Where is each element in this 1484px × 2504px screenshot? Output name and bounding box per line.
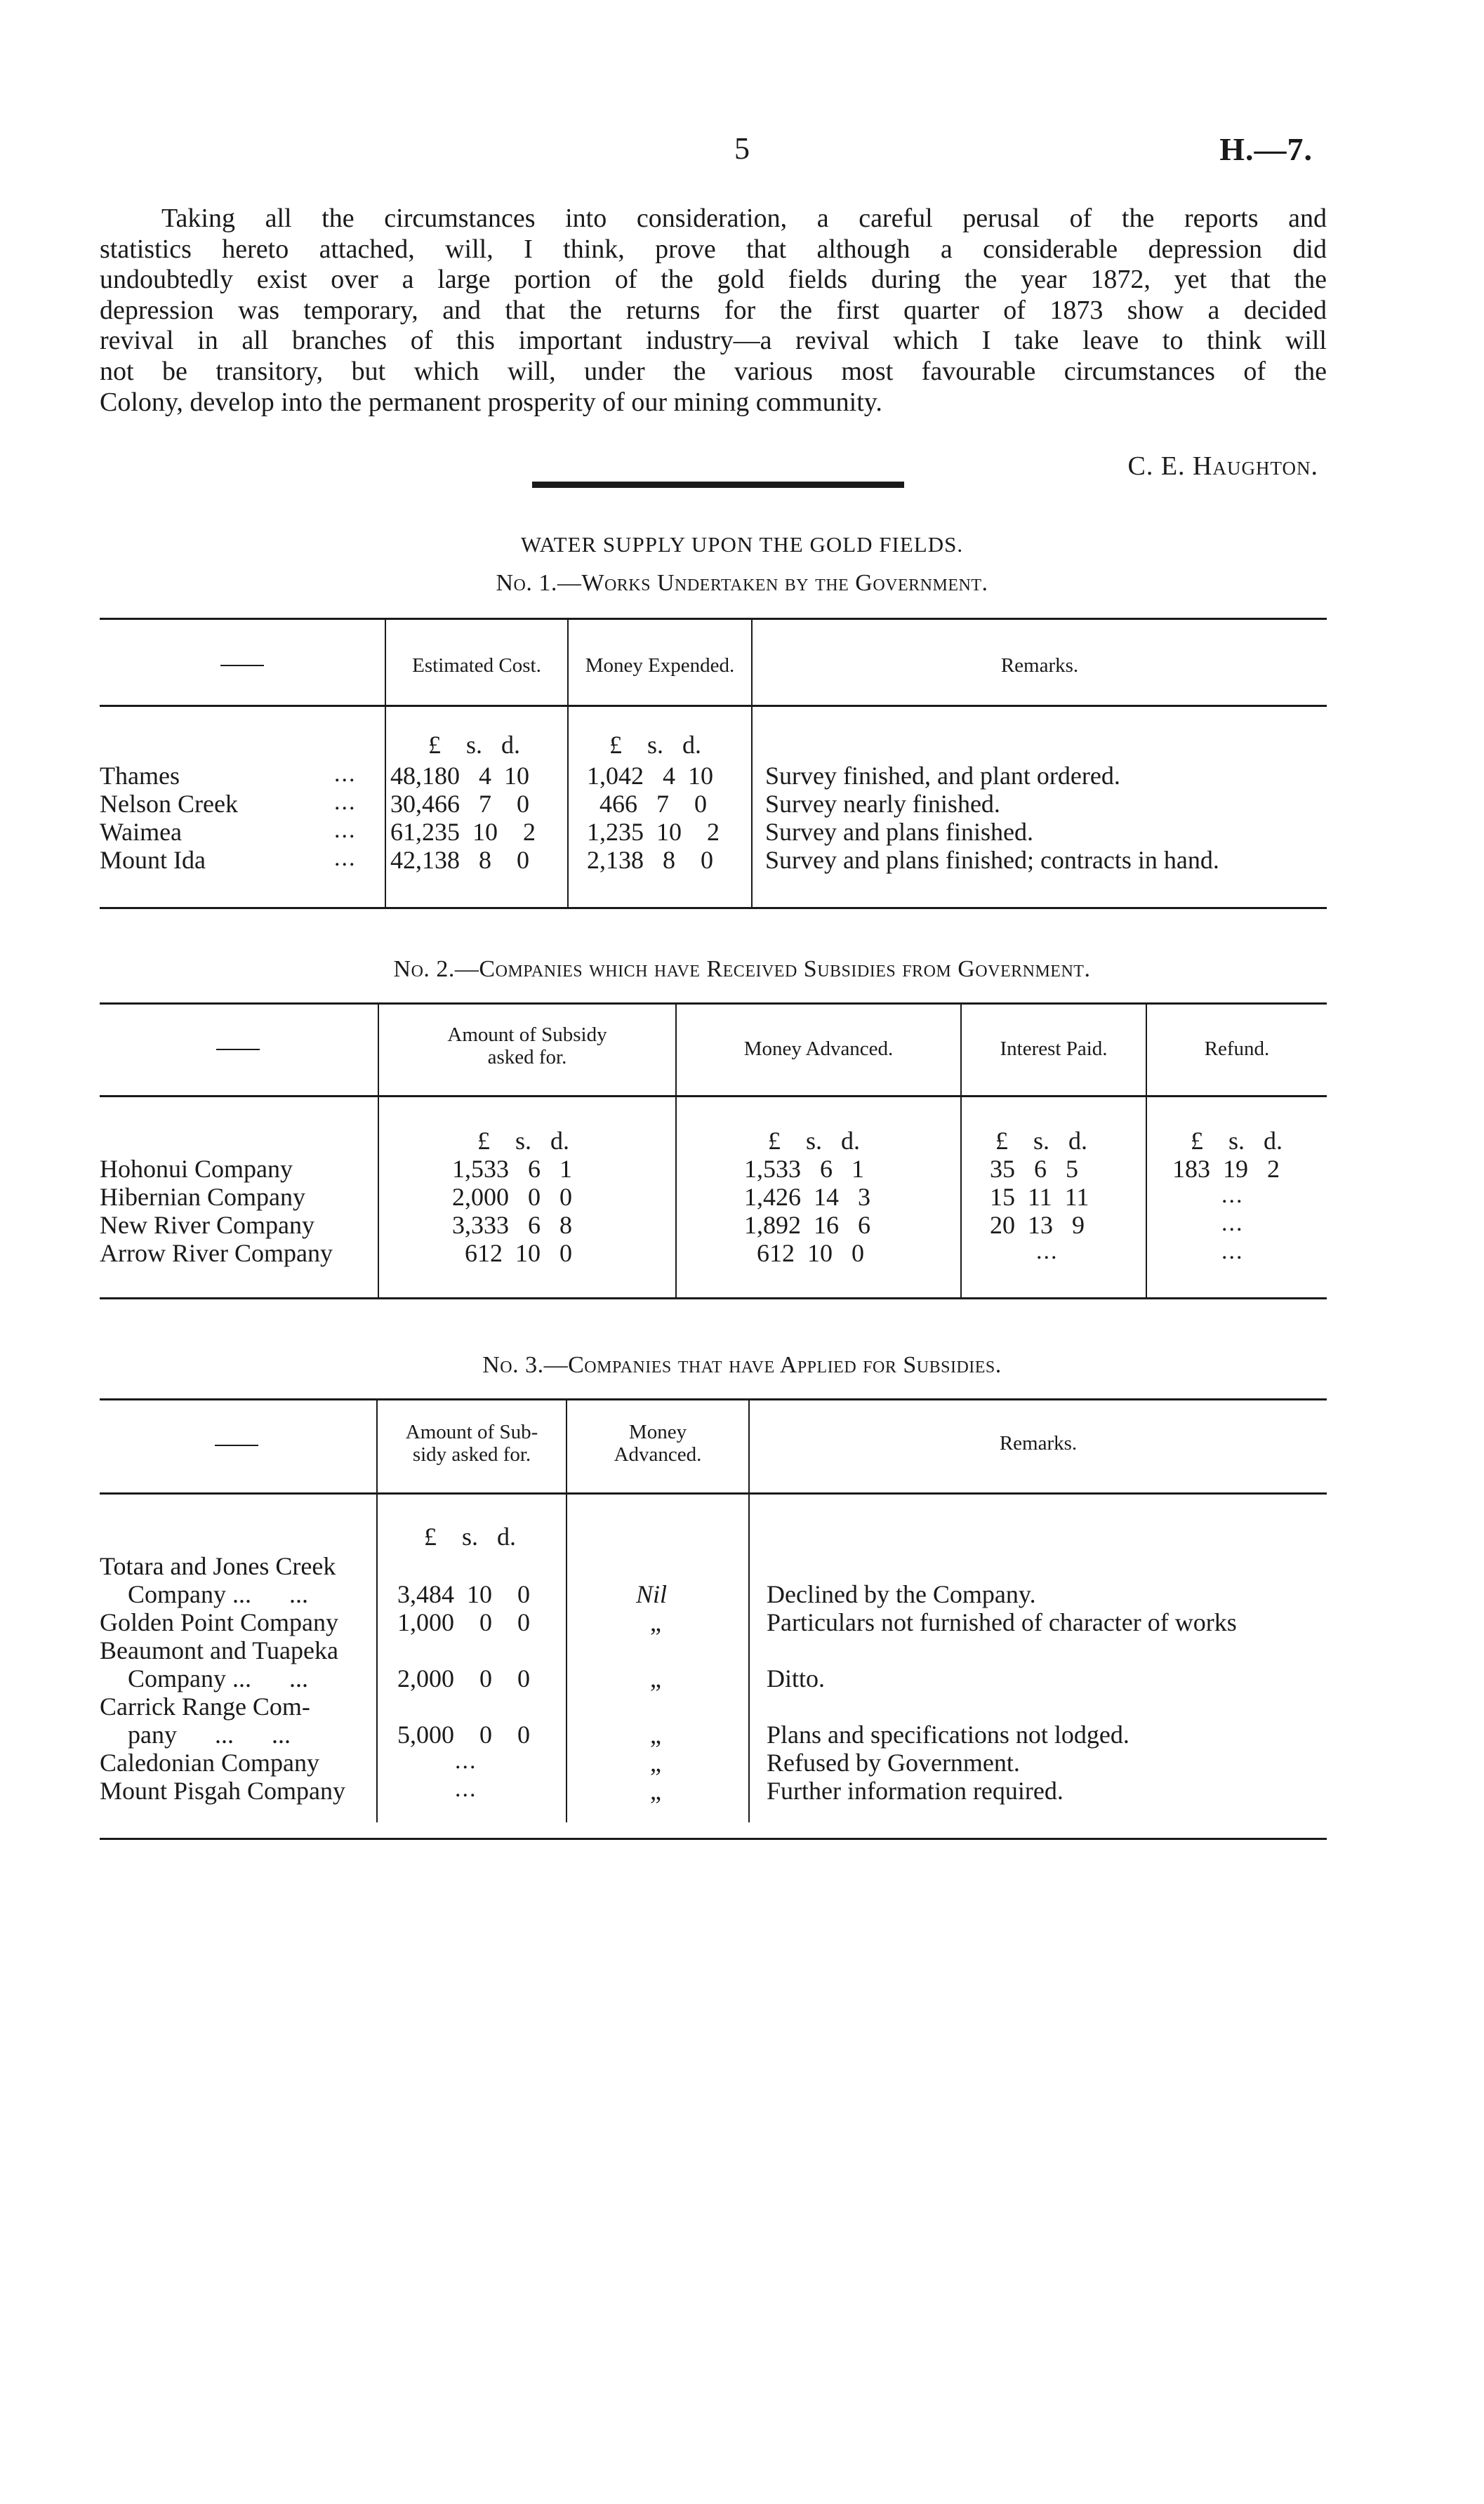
table2-stub-dash: [216, 1049, 260, 1050]
table3-header-remarks: Remarks.: [999, 1432, 1078, 1455]
intro-line: Colony, develop into the permanent prosperity of our mining community.: [100, 387, 882, 417]
table2-row-subsidy: 612 10 0: [452, 1239, 572, 1267]
table3-row-name-line2: pany ... ...: [128, 1721, 291, 1749]
table3-row-remarks: Refused by Government.: [767, 1749, 1020, 1777]
table2-row-name: Hohonui Company: [100, 1155, 293, 1183]
table1-row-estimated: 42,138 8 0: [390, 846, 529, 874]
table2-header-interest: Interest Paid.: [1000, 1038, 1108, 1060]
table1-units-estimated: £ s. d.: [428, 731, 521, 759]
table1-stub-dash: [220, 665, 264, 666]
table1-row-remarks: Survey nearly finished.: [765, 790, 1000, 818]
table1-row-leader: ...: [334, 817, 357, 843]
table1-row-remarks: Survey finished, and plant ordered.: [765, 762, 1120, 790]
table1-row-name: Waimea: [100, 818, 183, 846]
table2-row-interest: ...: [1036, 1238, 1059, 1264]
table3-units-amount: £ s. d.: [424, 1523, 517, 1551]
table3-row-remarks: Particulars not furnished of character of works: [767, 1608, 1237, 1636]
table2-row-interest: 15 11 11: [990, 1183, 1089, 1211]
table2-header-subsidy-line1: Amount of Subsidy: [447, 1024, 607, 1046]
table3-row-amount: 5,000 0 0: [397, 1721, 530, 1749]
table1-bottom-rule: [100, 907, 1327, 909]
table2-row-refund: ...: [1221, 1210, 1244, 1236]
intro-line: revival in all branches of this important industry—a revival which I take leave to think will: [100, 326, 1327, 356]
table3-row-advanced: „: [650, 1608, 661, 1636]
page-number: 5: [734, 131, 750, 166]
table3-title: No. 3.—Companies that have Applied for Subsidies.: [482, 1352, 1002, 1378]
table1-header-rule: [100, 705, 1327, 707]
table2-row-subsidy: 3,333 6 8: [452, 1211, 572, 1239]
table3-header-rule: [100, 1492, 1327, 1495]
table2-row-subsidy: 2,000 0 0: [452, 1183, 572, 1211]
table2-header-subsidy-line2: asked for.: [487, 1046, 567, 1068]
table3-header-money: [567, 1421, 748, 1466]
table3-row-name-line2: Company ... ...: [128, 1664, 308, 1692]
table2-units-refund: £ s. d.: [1191, 1127, 1283, 1155]
table2-row-name: New River Company: [100, 1211, 314, 1239]
table3-header-money-line2: Advanced.: [614, 1443, 702, 1466]
table1-row-expended: 466 7 0: [587, 790, 707, 818]
table2-row-refund: ...: [1221, 1182, 1244, 1208]
table1-units-expended: £ s. d.: [609, 731, 702, 759]
signature: C. E. Haughton.: [1127, 451, 1318, 481]
table1-top-rule: [100, 618, 1327, 620]
table1-row-remarks: Survey and plans finished; contracts in hand.: [765, 846, 1219, 874]
table3-row-name-line1: Caledonian Company: [100, 1749, 319, 1777]
table2-header-advanced: Money Advanced.: [743, 1038, 894, 1060]
table2-row-name: Hibernian Company: [100, 1183, 305, 1211]
table3-row-name-line1: Carrick Range Com-: [100, 1692, 310, 1721]
table3-row-name-line1: Golden Point Company: [100, 1608, 338, 1636]
table2-row-interest: 35 6 5: [990, 1155, 1078, 1183]
table1-row-leader: ...: [334, 789, 357, 815]
table2-header-rule: [100, 1095, 1327, 1097]
table2-row-advanced: 1,533 6 1: [744, 1155, 864, 1183]
table3-row-remarks: Further information required.: [767, 1777, 1064, 1805]
intro-line: Taking all the circumstances into consideration, a careful perusal of the reports and: [161, 204, 1327, 233]
table2-row-advanced: 1,426 14 3: [744, 1183, 870, 1211]
table2-header-subsidy: [379, 1024, 675, 1068]
table3-row-advanced: „: [650, 1721, 661, 1749]
table2-title: No. 2.—Companies which have Received Subsidies from Government.: [393, 956, 1091, 982]
table2-bottom-rule: [100, 1297, 1327, 1299]
table1-title: No. 1.—Works Undertaken by the Government.: [496, 570, 988, 596]
table1-row-expended: 1,042 4 10: [587, 762, 713, 790]
intro-line: not be transitory, but which will, under the various most favourable circumstances of the: [100, 356, 1327, 386]
table3-top-rule: [100, 1398, 1327, 1400]
table3-row-amount: 3,484 10 0: [397, 1580, 530, 1608]
table1-header-remarks: Remarks.: [1000, 654, 1079, 677]
table1-row-name: Nelson Creek: [100, 790, 238, 818]
table3-row-name-line2: Company ... ...: [128, 1580, 308, 1608]
table1-row-expended: 2,138 8 0: [587, 846, 713, 874]
table3-row-remarks: Plans and specifications not lodged.: [767, 1721, 1129, 1749]
table1-row-estimated: 30,466 7 0: [390, 790, 529, 818]
table3-bottom-rule: [100, 1838, 1327, 1840]
table3-row-name-line1: Mount Pisgah Company: [100, 1777, 346, 1805]
table3-row-remarks: Declined by the Company.: [767, 1580, 1036, 1608]
table3-header-amount-line2: sidy asked for.: [412, 1443, 531, 1466]
table1-row-estimated: 48,180 4 10: [390, 762, 529, 790]
table3-col-divider: [748, 1400, 750, 1822]
table1-row-leader: ...: [334, 761, 357, 787]
table1-row-estimated: 61,235 10 2: [390, 818, 536, 846]
table3-row-advanced: „: [650, 1664, 661, 1692]
table2-row-advanced: 1,892 16 6: [744, 1211, 870, 1239]
table3-row-name-line1: Beaumont and Tuapeka: [100, 1636, 338, 1664]
table2-units-subsidy: £ s. d.: [477, 1127, 570, 1155]
table1-row-expended: 1,235 10 2: [587, 818, 720, 846]
intro-line: statistics hereto attached, will, I think, prove that although a considerable depression did: [100, 234, 1327, 264]
table2-units-interest: £ s. d.: [995, 1127, 1088, 1155]
table2-row-refund: 183 19 2: [1172, 1155, 1280, 1183]
table1-header-estimated: Estimated Cost.: [412, 654, 541, 677]
table3-row-amount: 1,000 0 0: [397, 1608, 530, 1636]
table3-header-amount-line1: Amount of Sub-: [405, 1421, 538, 1443]
table3-row-amount: ...: [455, 1776, 477, 1802]
table3-header-amount: [378, 1421, 566, 1466]
section-divider: [532, 482, 904, 488]
table1-header-expended: Money Expended.: [585, 654, 735, 677]
table3-stub-dash: [215, 1445, 258, 1446]
section-title: WATER SUPPLY UPON THE GOLD FIELDS.: [520, 532, 964, 557]
table2-row-refund: ...: [1221, 1238, 1244, 1264]
table3-row-advanced: „: [650, 1777, 661, 1805]
table1-row-remarks: Survey and plans finished.: [765, 818, 1033, 846]
table2-row-advanced: 612 10 0: [744, 1239, 864, 1267]
table1-row-leader: ...: [334, 845, 357, 871]
table3-row-advanced: „: [650, 1749, 661, 1777]
table3-row-remarks: Ditto.: [767, 1664, 826, 1692]
document-reference: H.—7.: [1219, 131, 1313, 167]
table3-row-amount: ...: [455, 1748, 477, 1774]
intro-line: undoubtedly exist over a large portion of the gold fields during the year 1872, yet that the: [100, 265, 1327, 295]
table2-units-advanced: £ s. d.: [768, 1127, 861, 1155]
table2-row-name: Arrow River Company: [100, 1239, 333, 1267]
table3-row-advanced: Nil: [636, 1580, 668, 1608]
table2-top-rule: [100, 1002, 1327, 1005]
intro-line: depression was temporary, and that the returns for the first quarter of 1873 show a decided: [100, 295, 1327, 325]
table3-row-name-line1: Totara and Jones Creek: [100, 1552, 336, 1580]
table2-row-interest: 20 13 9: [990, 1211, 1085, 1239]
intro-paragraph: [100, 204, 1327, 418]
table3-row-amount: 2,000 0 0: [397, 1664, 530, 1692]
table2-row-subsidy: 1,533 6 1: [452, 1155, 572, 1183]
table3-header-money-line1: Money: [628, 1421, 687, 1443]
table1-row-name: Thames: [100, 762, 180, 790]
table1-row-name: Mount Ida: [100, 846, 206, 874]
table2-header-refund: Refund.: [1204, 1038, 1270, 1060]
